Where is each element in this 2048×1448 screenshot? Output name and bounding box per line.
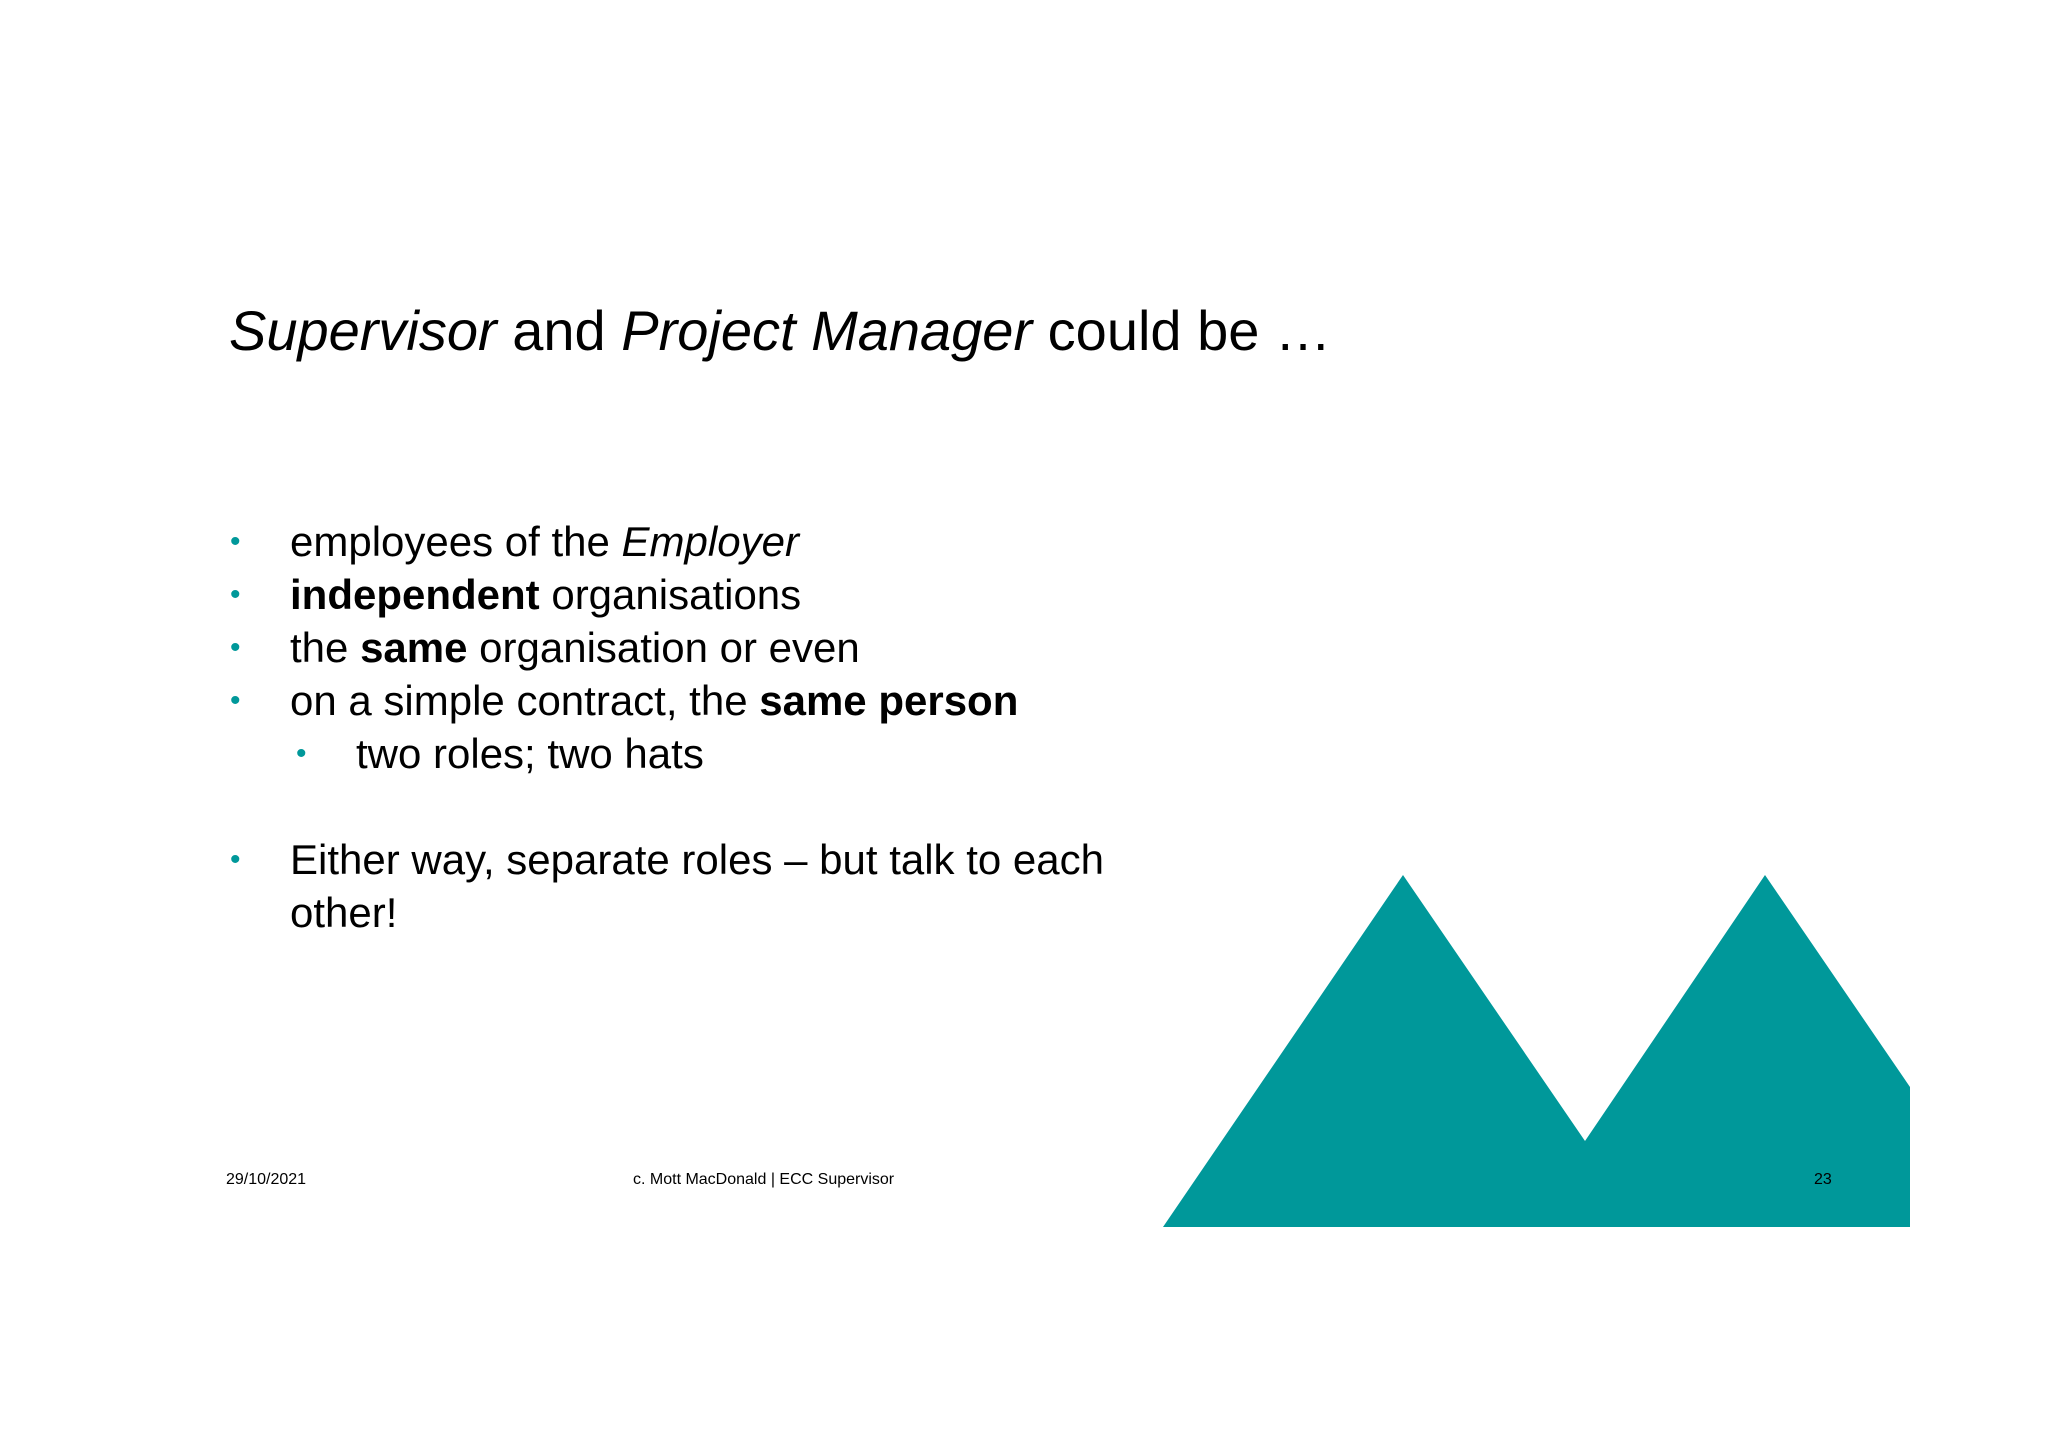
bullet-item-independent: • independent organisations <box>230 568 1210 621</box>
title-project-manager: Project Manager <box>621 299 1033 362</box>
title-and: and <box>496 299 622 362</box>
bullet-item-employees: • employees of the Employer <box>230 515 1210 568</box>
sub-bullet-two-roles: • two roles; two hats <box>230 727 1210 780</box>
footer-center-text: c. Mott MacDonald | ECC Supervisor <box>633 1171 895 1188</box>
mountain-shape <box>1163 875 1910 1227</box>
bullet-dot-icon: • <box>230 631 241 664</box>
bullet-dot-icon: • <box>230 843 241 876</box>
bullet-dot-icon: • <box>230 684 241 717</box>
bullet-dot-icon: • <box>230 525 241 558</box>
bullet-item-same-person: • on a simple contract, the same person <box>230 674 1210 727</box>
bullet-item-either-way: • Either way, separate roles – but talk to each other! <box>230 833 1210 939</box>
bullet-dot-icon: • <box>230 578 241 611</box>
bullet-item-same-organisation: • the same organisation or even <box>230 621 1210 674</box>
footer-date: 29/10/2021 <box>226 1171 307 1188</box>
footer-page-number: 23 <box>1814 1171 1832 1188</box>
title-supervisor: Supervisor <box>229 299 497 362</box>
title-could-be: could be … <box>1032 299 1331 362</box>
bullet-dot-icon: • <box>296 737 307 770</box>
